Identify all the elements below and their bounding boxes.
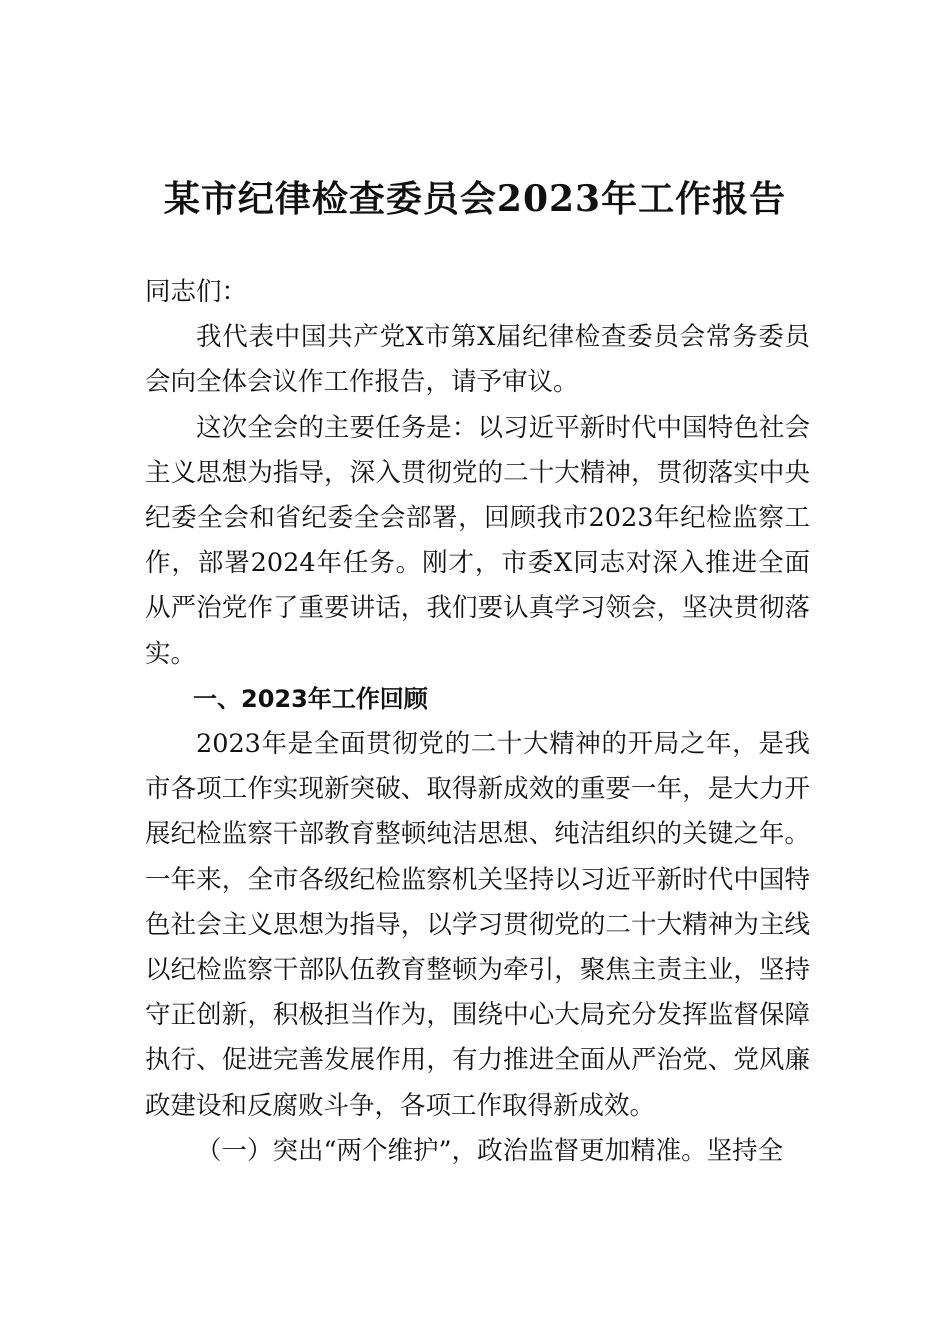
- body-paragraph: 这次全会的主要任务是：以习近平新时代中国特色社会主义思想为指导，深入贯彻党的二十大精神，贯彻落实中央纪委全会和省纪委全会部署，回顾我市2023年纪检监察工作，部署2024年任务。刚才，市委X同志对深入推进全面从严治党作了重要讲话，我们要认真学习领会，坚决贯彻落实。: [145, 412, 810, 669]
- salutation: 同志们：: [145, 277, 248, 307]
- document-title: 某市纪律检查委员会2023年工作报告: [163, 178, 787, 220]
- subsection-paragraph: （一）突出“两个维护”，政治监督更加精准。坚持全: [196, 1135, 784, 1166]
- section-heading: 一、2023年工作回顾: [193, 684, 428, 713]
- section-paragraph: 2023年是全面贯彻党的二十大精神的开局之年，是我市各项工作实现新突破、取得新成效的重要一年，是大力开展纪检监察干部教育整顿纯洁思想、纯洁组织的关键之年。一年来，全市各级纪检监察机关坚持以习近平新时代中国特色社会主义思想为指导，以学习贯彻党的二十大精神为主线以纪检监察干部队伍教育整顿为牵引，聚焦主责主业，坚持守正创新，积极担当作为，围绕中心大局充分发挥监督保障执行、促进完善发展作用，有力推进全面从严治党、党风廉政建设和反腐败斗争，各项工作取得新成效。: [145, 729, 810, 1121]
- document-body: [145, 270, 810, 1174]
- body-paragraph: 我代表中国共产党X市第X届纪律检查委员会常务委员会向全体会议作工作报告，请予审议。: [145, 322, 810, 398]
